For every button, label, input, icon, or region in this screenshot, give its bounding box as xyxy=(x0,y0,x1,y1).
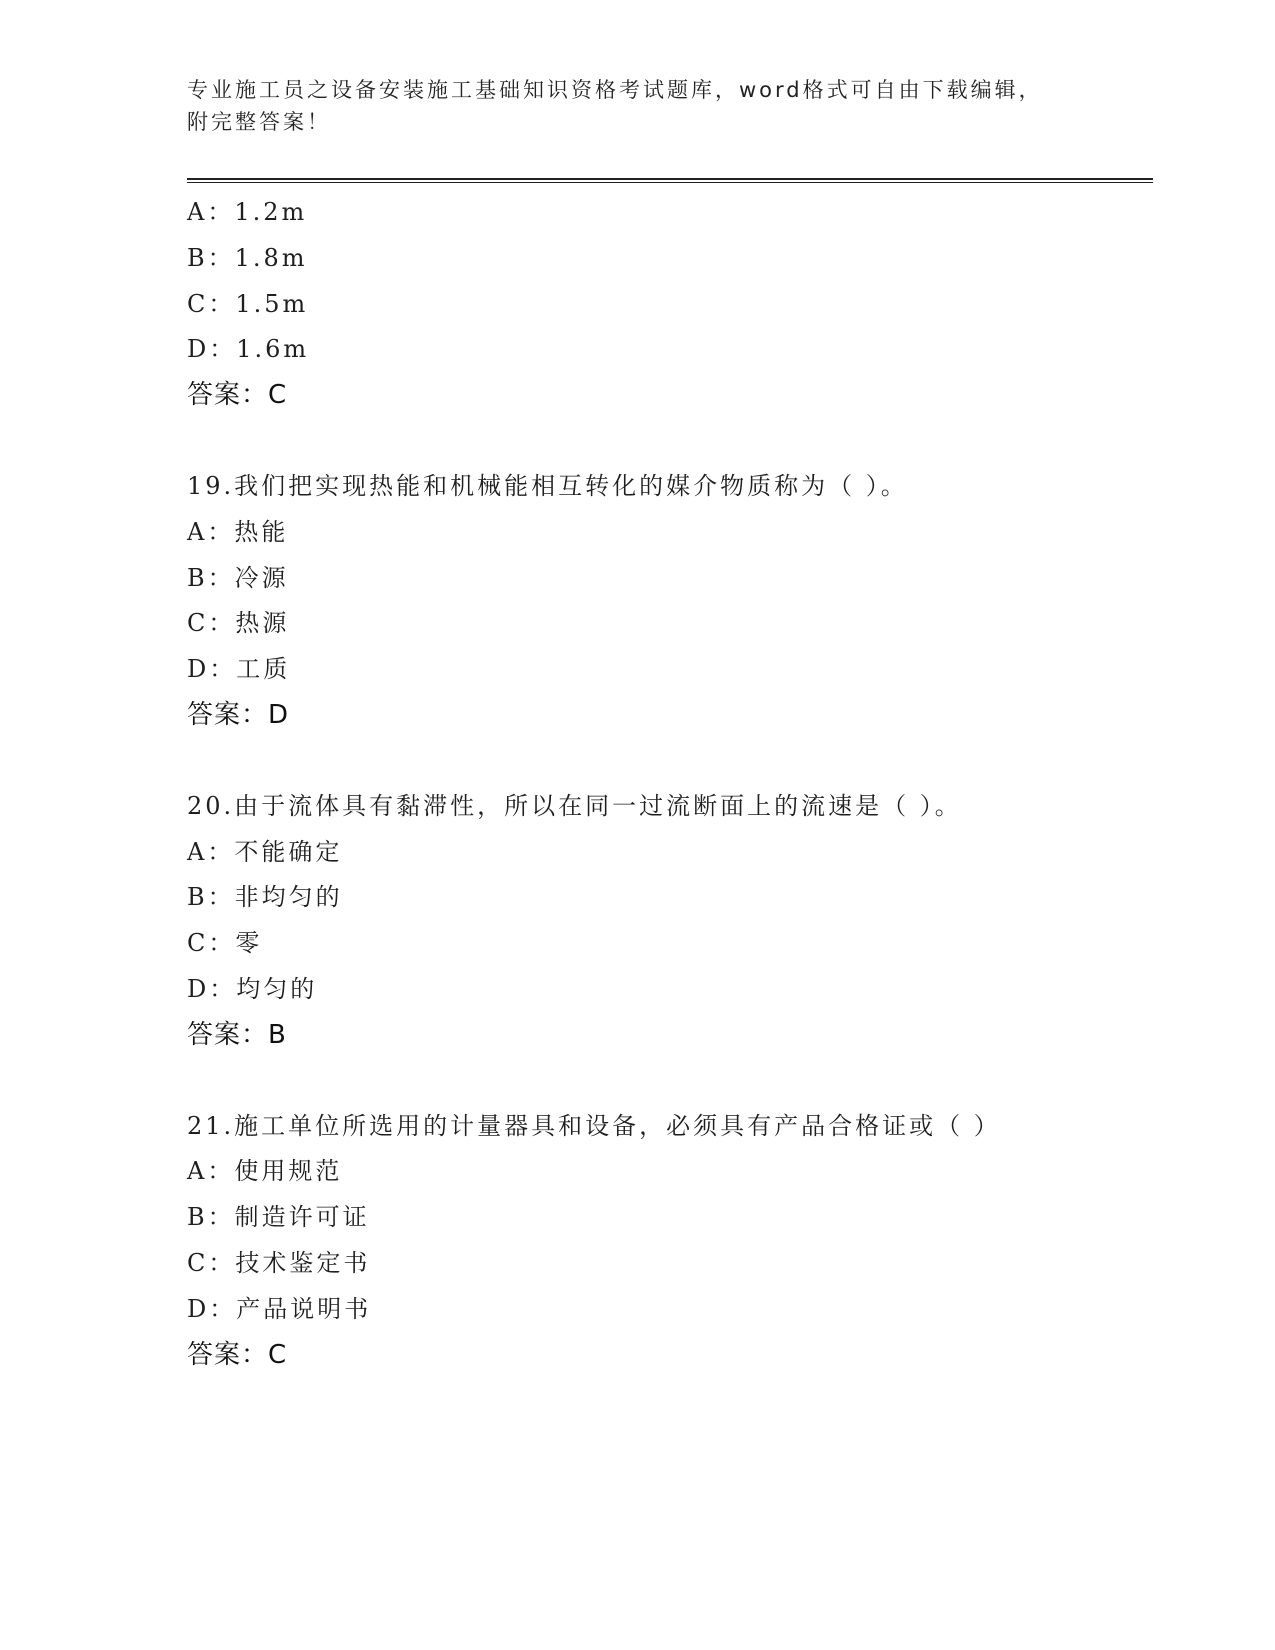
option-b: B：制造许可证 xyxy=(187,1203,370,1232)
option-c: C：零 xyxy=(187,929,263,958)
document-header xyxy=(187,74,1087,138)
question-text: 19.我们把实现热能和机械能相互转化的媒介物质称为（ ）。 xyxy=(187,471,908,500)
header-line-1: 专业施工员之设备安装施工基础知识资格考试题库，word格式可自由下载编辑， xyxy=(187,78,1043,102)
option-d: D：工质 xyxy=(187,655,291,684)
option-c: C：热源 xyxy=(187,609,290,638)
option-c: C：技术鉴定书 xyxy=(187,1248,371,1277)
question-block-20 xyxy=(187,784,1147,1059)
answer-line: 答案：D xyxy=(187,699,290,730)
question-text: 21.施工单位所选用的计量器具和设备，必须具有产品合格证或（ ） xyxy=(187,1111,1001,1140)
option-d: D：产品说明书 xyxy=(187,1294,372,1323)
spacer xyxy=(187,1059,1147,1104)
option-a: A：使用规范 xyxy=(187,1157,343,1186)
option-d: D：均匀的 xyxy=(187,974,318,1003)
option-a: A：不能确定 xyxy=(187,837,343,866)
answer-line: 答案：C xyxy=(187,380,288,411)
answer-line: 答案：C xyxy=(187,1339,288,1370)
question-block-21 xyxy=(187,1104,1147,1379)
option-b: B：冷源 xyxy=(187,563,289,592)
option-b: B：1.8m xyxy=(187,243,308,272)
header-divider xyxy=(187,178,1153,183)
option-b: B：非均匀的 xyxy=(187,883,343,912)
header-line-2: 附完整答案！ xyxy=(187,110,331,134)
option-a: A：1.2m xyxy=(187,198,308,226)
option-d: D：1.6m xyxy=(187,335,310,364)
spacer xyxy=(187,419,1147,464)
question-text: 20.由于流体具有黏滞性，所以在同一过流断面上的流速是（ ）。 xyxy=(187,791,962,820)
question-list xyxy=(187,190,1147,1378)
question-block-19 xyxy=(187,464,1147,739)
option-a: A：热能 xyxy=(187,517,289,546)
spacer xyxy=(187,739,1147,784)
question-block-18 xyxy=(187,190,1147,419)
answer-line: 答案：B xyxy=(187,1019,287,1050)
option-c: C：1.5m xyxy=(187,289,309,318)
